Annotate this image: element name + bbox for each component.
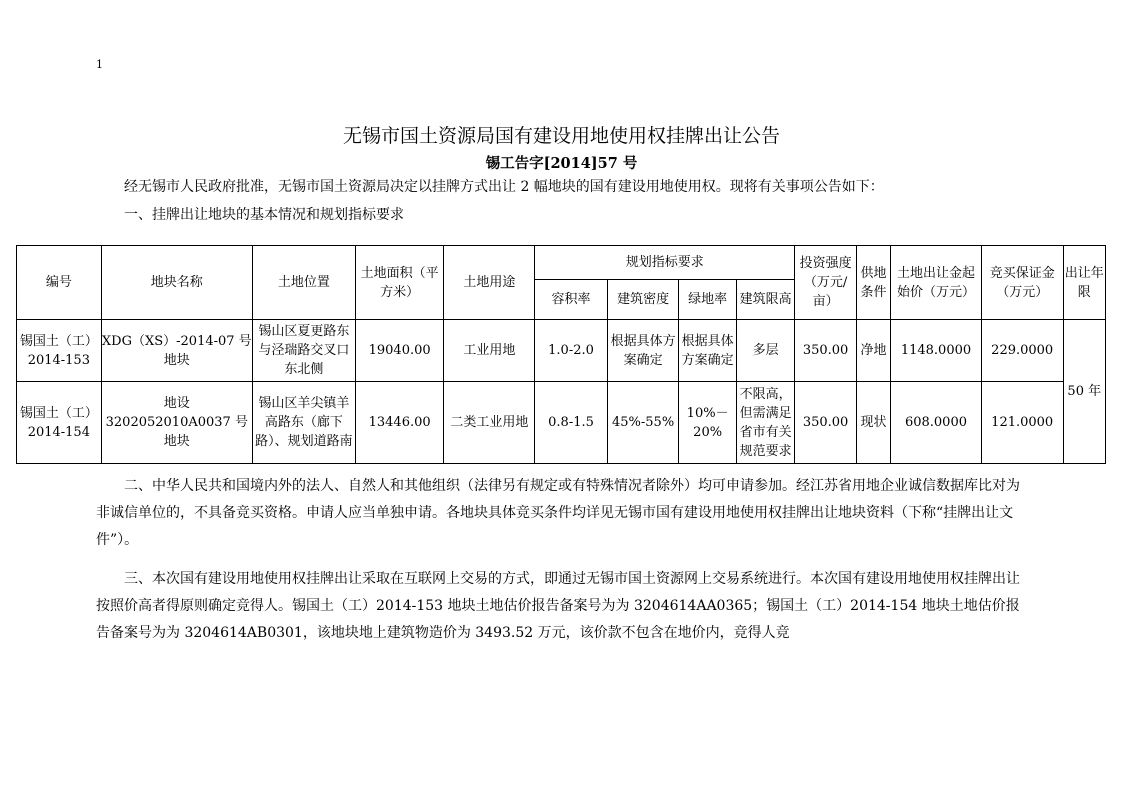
cell-code: 锡国土（工）2014-154 (17, 382, 102, 464)
header-code: 编号 (17, 246, 102, 320)
cell-deposit: 229.0000 (981, 320, 1063, 382)
header-area: 土地面积（平方米） (355, 246, 444, 320)
header-supply: 供地条件 (856, 246, 890, 320)
intro-paragraph: 经无锡市人民政府批准，无锡市国土资源局决定以挂牌方式出让 2 幅地块的国有建设用地使用权。现将有关事项公告如下： (124, 179, 884, 195)
cell-code: 锡国土（工）2014-153 (17, 320, 102, 382)
header-investment: 投资强度（万元/亩） (795, 246, 857, 320)
document-number: 锡工告字[2014]57 号 (485, 155, 638, 172)
cell-green-ratio: 10%－20% (679, 382, 736, 464)
cell-supply: 现状 (856, 382, 890, 464)
cell-use: 二类工业用地 (444, 382, 535, 464)
cell-supply: 净地 (856, 320, 890, 382)
cell-start-price: 608.0000 (891, 382, 982, 464)
page-number: 1 (96, 58, 103, 71)
cell-location: 锡山区夏更路东与泾瑞路交叉口东北侧 (252, 320, 355, 382)
cell-investment: 350.00 (795, 320, 857, 382)
cell-height-limit: 不限高，但需满足省市有关规范要求 (736, 382, 794, 464)
cell-far: 0.8-1.5 (535, 382, 608, 464)
header-density: 建筑密度 (607, 280, 679, 320)
header-green-ratio: 绿地率 (679, 280, 736, 320)
cell-area: 13446.00 (355, 382, 444, 464)
cell-location: 锡山区羊尖镇羊高路东（廊下路）、规划道路南 (252, 382, 355, 464)
plot-table (16, 245, 1106, 464)
header-start-price: 土地出让金起始价（万元） (891, 246, 982, 320)
section1-heading: 一、挂牌出让地块的基本情况和规划指标要求 (124, 207, 404, 223)
cell-start-price: 1148.0000 (891, 320, 982, 382)
header-far: 容积率 (535, 280, 608, 320)
cell-deposit: 121.0000 (981, 382, 1063, 464)
section3-paragraph: 三、本次国有建设用地使用权挂牌出让采取在互联网上交易的方式，即通过无锡市国土资源网上交易系统进行。本次国有建设用地使用权挂牌出让按照价高者得原则确定竞得人。锡国土（工）2014-153 地块土地估价报告备案号为为 3204614AA0365；锡国土（工）2014-154 地块土地估价报告备案号为为 3204614AB0301，该地块地上建筑物造价为 3493.52 万元，该价款不包含在地价内，竞得人竞 (96, 571, 1020, 641)
cell-density: 根据具体方案确定 (607, 320, 679, 382)
header-plot-name: 地块名称 (101, 246, 252, 320)
cell-area: 19040.00 (355, 320, 444, 382)
cell-height-limit: 多层 (736, 320, 794, 382)
cell-green-ratio: 根据具体方案确定 (679, 320, 736, 382)
section2-paragraph: 二、中华人民共和国境内外的法人、自然人和其他组织（法律另有规定或有特殊情况者除外）均可申请参加。经江苏省用地企业诚信数据库比对为非诚信单位的，不具备竞买资格。申请人应当单独申请。各地块具体竞买条件均详见无锡市国有建设用地使用权挂牌出让地块资料（下称“挂牌出让文件”）。 (96, 478, 1020, 548)
cell-plot-name: 地设 3202052010A0037 号地块 (101, 382, 252, 464)
announcement-title: 无锡市国土资源局国有建设用地使用权挂牌出让公告 (342, 125, 780, 147)
cell-plot-name: XDG（XS）-2014-07 号地块 (101, 320, 252, 382)
cell-far: 1.0-2.0 (535, 320, 608, 382)
table-row (17, 320, 1106, 382)
header-deposit: 竞买保证金（万元） (981, 246, 1063, 320)
header-term: 出让年限 (1063, 246, 1105, 320)
header-location: 土地位置 (252, 246, 355, 320)
header-planning-group: 规划指标要求 (535, 246, 795, 280)
cell-term: 50 年 (1063, 320, 1105, 464)
table-row (17, 382, 1106, 464)
header-use: 土地用途 (444, 246, 535, 320)
header-height-limit: 建筑限高 (736, 280, 794, 320)
cell-density: 45%-55% (607, 382, 679, 464)
cell-investment: 350.00 (795, 382, 857, 464)
cell-use: 工业用地 (444, 320, 535, 382)
